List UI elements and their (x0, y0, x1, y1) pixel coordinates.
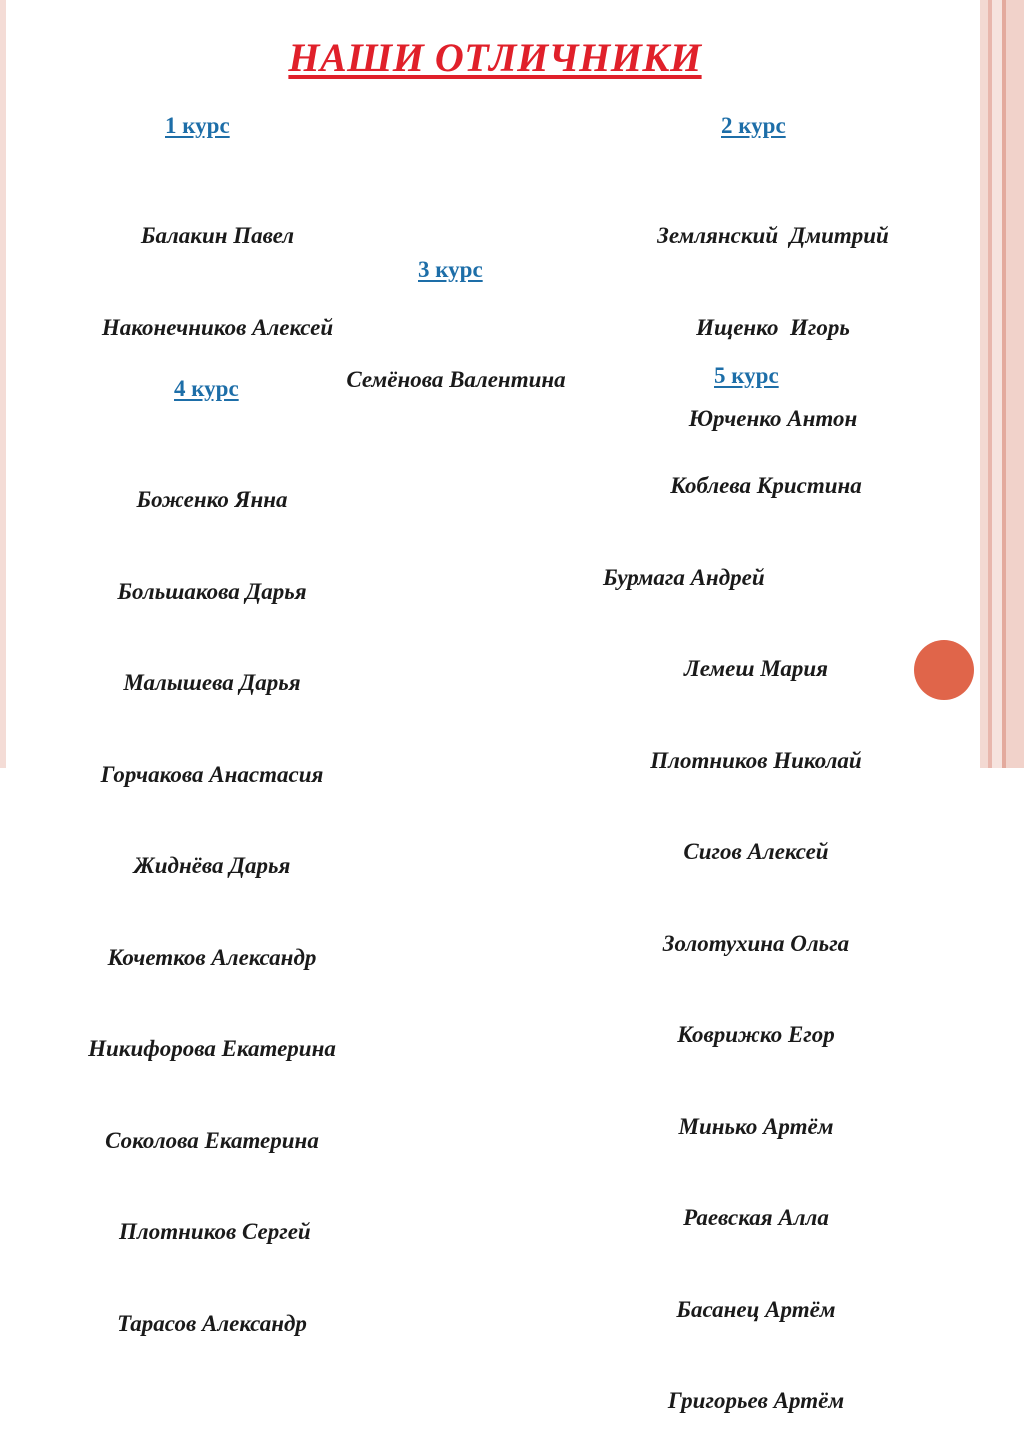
student-name: Бурмага Андрей (603, 564, 765, 590)
course-5-names (595, 410, 917, 1447)
student-name: Коблева Кристина (670, 473, 862, 498)
student-name: Басанец Артём (676, 1296, 836, 1322)
student-name: Сигов Алексей (683, 839, 829, 864)
student-name: Ищенко Игорь (696, 314, 850, 340)
student-name: Тарасов Александр (117, 1310, 307, 1336)
course-2-label: 2 курс (721, 113, 786, 138)
student-name: Юрченко Антон (688, 406, 858, 431)
student-name: Жиднёва Дарья (133, 853, 291, 878)
decorative-circle (914, 640, 974, 700)
slide-title: НАШИ ОТЛИЧНИКИ (288, 35, 702, 80)
student-name: Боженко Янна (136, 487, 288, 512)
student-name: Горчакова Анастасия (100, 761, 324, 787)
frame-left-border (0, 0, 6, 768)
student-name: Лемеш Мария (683, 656, 829, 681)
course-4-names (30, 424, 394, 1370)
student-name: Наконечников Алексей (101, 314, 334, 340)
student-name: Большакова Дарья (117, 578, 307, 604)
student-name: Семёнова Валентина (346, 367, 566, 392)
course-5-label: 5 курс (714, 363, 779, 388)
course-3-names (290, 304, 622, 426)
student-name: Малышева Дарья (123, 670, 301, 695)
student-name: Минько Артём (678, 1113, 834, 1139)
student-name: Соколова Екатерина (105, 1127, 319, 1153)
student-name: Григорьев Артём (667, 1388, 845, 1413)
student-name: Балакин Павел (140, 223, 295, 248)
student-name: Плотников Николай (650, 747, 862, 773)
student-name: Коврижко Егор (677, 1022, 835, 1047)
course-1-label: 1 курс (165, 113, 230, 138)
student-name: Золотухина Ольга (662, 930, 850, 956)
student-name: Землянский Дмитрий (657, 223, 889, 248)
course-3-label: 3 курс (418, 257, 483, 282)
student-name: Никифорова Екатерина (88, 1036, 336, 1061)
frame-right-border (980, 0, 1024, 768)
student-name: Раевская Алла (683, 1205, 829, 1230)
course-4-label: 4 курс (174, 376, 239, 401)
student-name: Кочетков Александр (107, 944, 317, 970)
student-name: Плотников Сергей (113, 1219, 311, 1244)
